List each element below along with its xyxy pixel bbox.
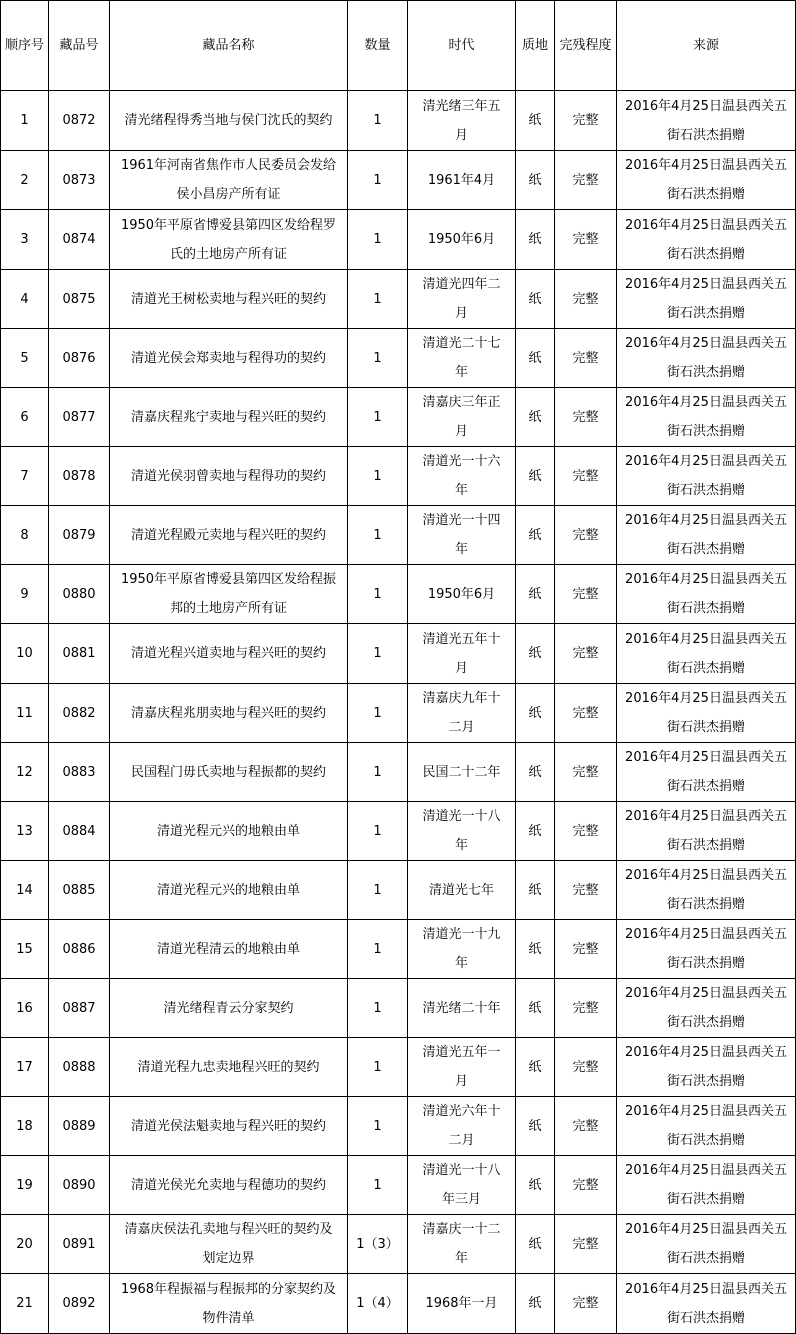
cell-id: 0878 xyxy=(49,447,110,506)
cell-era: 清嘉庆三年正月 xyxy=(408,388,516,447)
cell-era: 清道光五年十月 xyxy=(408,624,516,684)
table-row xyxy=(1,743,796,802)
cell-id: 0880 xyxy=(49,565,110,624)
cell-name: 清道光程九忠卖地程兴旺的契约 xyxy=(110,1038,348,1097)
cell-qty: 1 xyxy=(348,802,408,861)
table-row xyxy=(1,1215,796,1274)
cell-condition: 完整 xyxy=(555,684,617,743)
cell-era: 清道光二十七年 xyxy=(408,329,516,388)
cell-qty: 1 xyxy=(348,920,408,979)
table-row xyxy=(1,565,796,624)
cell-source: 2016年4月25日温县西关五街石洪杰捐赠 xyxy=(617,1097,796,1156)
table-row xyxy=(1,329,796,388)
cell-era: 1961年4月 xyxy=(408,151,516,210)
table-row xyxy=(1,210,796,270)
cell-material: 纸 xyxy=(516,388,555,447)
cell-name: 清道光程元兴的地粮由单 xyxy=(110,802,348,861)
header-qty: 数量 xyxy=(348,1,408,91)
table-body xyxy=(1,91,796,1334)
cell-name: 清道光程清云的地粮由单 xyxy=(110,920,348,979)
table-row xyxy=(1,920,796,979)
cell-seq: 21 xyxy=(1,1274,49,1334)
cell-era: 清光绪二十年 xyxy=(408,979,516,1038)
cell-qty: 1（4） xyxy=(348,1274,408,1334)
cell-name: 1950年平原省博爱县第四区发给程振邦的土地房产所有证 xyxy=(110,565,348,624)
cell-source: 2016年4月25日温县西关五街石洪杰捐赠 xyxy=(617,447,796,506)
cell-seq: 15 xyxy=(1,920,49,979)
cell-qty: 1 xyxy=(348,1038,408,1097)
cell-material: 纸 xyxy=(516,1215,555,1274)
cell-qty: 1 xyxy=(348,565,408,624)
header-row xyxy=(1,1,796,91)
cell-id: 0883 xyxy=(49,743,110,802)
table-row xyxy=(1,1097,796,1156)
cell-era: 1968年一月 xyxy=(408,1274,516,1334)
cell-seq: 10 xyxy=(1,624,49,684)
cell-name: 1961年河南省焦作市人民委员会发给侯小昌房产所有证 xyxy=(110,151,348,210)
cell-qty: 1 xyxy=(348,861,408,920)
cell-era: 清光绪三年五月 xyxy=(408,91,516,151)
table-row xyxy=(1,270,796,329)
cell-source: 2016年4月25日温县西关五街石洪杰捐赠 xyxy=(617,565,796,624)
cell-material: 纸 xyxy=(516,624,555,684)
cell-era: 清道光五年一月 xyxy=(408,1038,516,1097)
cell-id: 0889 xyxy=(49,1097,110,1156)
table-row xyxy=(1,447,796,506)
cell-source: 2016年4月25日温县西关五街石洪杰捐赠 xyxy=(617,91,796,151)
table-row xyxy=(1,1038,796,1097)
cell-condition: 完整 xyxy=(555,1156,617,1215)
cell-qty: 1 xyxy=(348,1156,408,1215)
cell-qty: 1 xyxy=(348,329,408,388)
cell-source: 2016年4月25日温县西关五街石洪杰捐赠 xyxy=(617,151,796,210)
cell-name: 1950年平原省博爱县第四区发给程罗氏的土地房产所有证 xyxy=(110,210,348,270)
cell-condition: 完整 xyxy=(555,1097,617,1156)
cell-condition: 完整 xyxy=(555,565,617,624)
cell-seq: 4 xyxy=(1,270,49,329)
cell-material: 纸 xyxy=(516,861,555,920)
cell-condition: 完整 xyxy=(555,210,617,270)
cell-source: 2016年4月25日温县西关五街石洪杰捐赠 xyxy=(617,329,796,388)
cell-condition: 完整 xyxy=(555,920,617,979)
cell-source: 2016年4月25日温县西关五街石洪杰捐赠 xyxy=(617,1215,796,1274)
header-condition: 完残程度 xyxy=(555,1,617,91)
cell-material: 纸 xyxy=(516,210,555,270)
cell-seq: 9 xyxy=(1,565,49,624)
cell-name: 1968年程振福与程振邦的分家契约及物件清单 xyxy=(110,1274,348,1334)
header-id: 藏品号 xyxy=(49,1,110,91)
cell-name: 清嘉庆程兆朋卖地与程兴旺的契约 xyxy=(110,684,348,743)
cell-source: 2016年4月25日温县西关五街石洪杰捐赠 xyxy=(617,684,796,743)
cell-id: 0882 xyxy=(49,684,110,743)
cell-condition: 完整 xyxy=(555,624,617,684)
cell-id: 0892 xyxy=(49,1274,110,1334)
cell-qty: 1 xyxy=(348,684,408,743)
cell-qty: 1 xyxy=(348,979,408,1038)
cell-material: 纸 xyxy=(516,91,555,151)
cell-name: 清道光侯光允卖地与程德功的契约 xyxy=(110,1156,348,1215)
cell-name: 清光绪程青云分家契约 xyxy=(110,979,348,1038)
cell-id: 0873 xyxy=(49,151,110,210)
cell-seq: 16 xyxy=(1,979,49,1038)
cell-condition: 完整 xyxy=(555,447,617,506)
cell-name: 清光绪程得秀当地与侯门沈氏的契约 xyxy=(110,91,348,151)
table-header xyxy=(1,1,796,91)
cell-seq: 14 xyxy=(1,861,49,920)
cell-material: 纸 xyxy=(516,920,555,979)
cell-qty: 1 xyxy=(348,506,408,565)
cell-source: 2016年4月25日温县西关五街石洪杰捐赠 xyxy=(617,1274,796,1334)
cell-condition: 完整 xyxy=(555,151,617,210)
cell-seq: 17 xyxy=(1,1038,49,1097)
cell-name: 清嘉庆侯法孔卖地与程兴旺的契约及划定边界 xyxy=(110,1215,348,1274)
cell-material: 纸 xyxy=(516,1038,555,1097)
cell-source: 2016年4月25日温县西关五街石洪杰捐赠 xyxy=(617,861,796,920)
cell-era: 清道光一十六年 xyxy=(408,447,516,506)
cell-qty: 1（3） xyxy=(348,1215,408,1274)
cell-qty: 1 xyxy=(348,210,408,270)
cell-source: 2016年4月25日温县西关五街石洪杰捐赠 xyxy=(617,210,796,270)
cell-seq: 2 xyxy=(1,151,49,210)
cell-name: 清道光侯会郑卖地与程得功的契约 xyxy=(110,329,348,388)
cell-seq: 7 xyxy=(1,447,49,506)
cell-seq: 13 xyxy=(1,802,49,861)
cell-name: 清道光程兴道卖地与程兴旺的契约 xyxy=(110,624,348,684)
cell-seq: 12 xyxy=(1,743,49,802)
cell-condition: 完整 xyxy=(555,388,617,447)
cell-qty: 1 xyxy=(348,743,408,802)
cell-material: 纸 xyxy=(516,565,555,624)
table-row xyxy=(1,624,796,684)
cell-source: 2016年4月25日温县西关五街石洪杰捐赠 xyxy=(617,802,796,861)
cell-condition: 完整 xyxy=(555,1038,617,1097)
table-row xyxy=(1,802,796,861)
cell-source: 2016年4月25日温县西关五街石洪杰捐赠 xyxy=(617,1156,796,1215)
table-row xyxy=(1,1274,796,1334)
cell-source: 2016年4月25日温县西关五街石洪杰捐赠 xyxy=(617,270,796,329)
cell-qty: 1 xyxy=(348,91,408,151)
header-era: 时代 xyxy=(408,1,516,91)
table-row xyxy=(1,684,796,743)
cell-id: 0877 xyxy=(49,388,110,447)
cell-source: 2016年4月25日温县西关五街石洪杰捐赠 xyxy=(617,743,796,802)
cell-condition: 完整 xyxy=(555,270,617,329)
cell-era: 清道光一十八年三月 xyxy=(408,1156,516,1215)
cell-era: 清道光一十九年 xyxy=(408,920,516,979)
cell-condition: 完整 xyxy=(555,329,617,388)
cell-era: 民国二十二年 xyxy=(408,743,516,802)
cell-id: 0885 xyxy=(49,861,110,920)
table-row xyxy=(1,506,796,565)
cell-condition: 完整 xyxy=(555,743,617,802)
cell-material: 纸 xyxy=(516,329,555,388)
cell-era: 清道光一十八年 xyxy=(408,802,516,861)
table-row xyxy=(1,388,796,447)
cell-material: 纸 xyxy=(516,1274,555,1334)
cell-name: 清道光侯法魁卖地与程兴旺的契约 xyxy=(110,1097,348,1156)
cell-material: 纸 xyxy=(516,1097,555,1156)
cell-material: 纸 xyxy=(516,151,555,210)
cell-id: 0884 xyxy=(49,802,110,861)
cell-material: 纸 xyxy=(516,684,555,743)
cell-qty: 1 xyxy=(348,624,408,684)
cell-id: 0879 xyxy=(49,506,110,565)
cell-id: 0874 xyxy=(49,210,110,270)
cell-material: 纸 xyxy=(516,506,555,565)
cell-source: 2016年4月25日温县西关五街石洪杰捐赠 xyxy=(617,1038,796,1097)
cell-material: 纸 xyxy=(516,979,555,1038)
cell-id: 0891 xyxy=(49,1215,110,1274)
cell-era: 清道光四年二月 xyxy=(408,270,516,329)
cell-qty: 1 xyxy=(348,388,408,447)
cell-condition: 完整 xyxy=(555,1215,617,1274)
cell-name: 清道光王树松卖地与程兴旺的契约 xyxy=(110,270,348,329)
cell-name: 民国程门毋氏卖地与程振都的契约 xyxy=(110,743,348,802)
cell-material: 纸 xyxy=(516,802,555,861)
cell-condition: 完整 xyxy=(555,861,617,920)
cell-id: 0875 xyxy=(49,270,110,329)
table-row xyxy=(1,91,796,151)
cell-era: 清嘉庆一十二年 xyxy=(408,1215,516,1274)
cell-seq: 1 xyxy=(1,91,49,151)
cell-id: 0886 xyxy=(49,920,110,979)
cell-material: 纸 xyxy=(516,447,555,506)
header-seq: 顺序号 xyxy=(1,1,49,91)
cell-name: 清嘉庆程兆宁卖地与程兴旺的契约 xyxy=(110,388,348,447)
cell-seq: 5 xyxy=(1,329,49,388)
table-row xyxy=(1,1156,796,1215)
cell-condition: 完整 xyxy=(555,1274,617,1334)
cell-seq: 8 xyxy=(1,506,49,565)
cell-source: 2016年4月25日温县西关五街石洪杰捐赠 xyxy=(617,920,796,979)
cell-id: 0888 xyxy=(49,1038,110,1097)
cell-qty: 1 xyxy=(348,151,408,210)
cell-source: 2016年4月25日温县西关五街石洪杰捐赠 xyxy=(617,506,796,565)
cell-condition: 完整 xyxy=(555,979,617,1038)
cell-condition: 完整 xyxy=(555,91,617,151)
cell-qty: 1 xyxy=(348,447,408,506)
cell-material: 纸 xyxy=(516,270,555,329)
cell-condition: 完整 xyxy=(555,506,617,565)
header-source: 来源 xyxy=(617,1,796,91)
cell-seq: 20 xyxy=(1,1215,49,1274)
cell-seq: 11 xyxy=(1,684,49,743)
header-name: 藏品名称 xyxy=(110,1,348,91)
cell-qty: 1 xyxy=(348,1097,408,1156)
cell-id: 0881 xyxy=(49,624,110,684)
table-row xyxy=(1,861,796,920)
cell-source: 2016年4月25日温县西关五街石洪杰捐赠 xyxy=(617,624,796,684)
cell-material: 纸 xyxy=(516,743,555,802)
cell-seq: 19 xyxy=(1,1156,49,1215)
cell-era: 1950年6月 xyxy=(408,210,516,270)
cell-era: 清嘉庆九年十二月 xyxy=(408,684,516,743)
cell-era: 1950年6月 xyxy=(408,565,516,624)
header-material: 质地 xyxy=(516,1,555,91)
cell-source: 2016年4月25日温县西关五街石洪杰捐赠 xyxy=(617,979,796,1038)
cell-source: 2016年4月25日温县西关五街石洪杰捐赠 xyxy=(617,388,796,447)
cell-seq: 3 xyxy=(1,210,49,270)
cell-qty: 1 xyxy=(348,270,408,329)
cell-id: 0876 xyxy=(49,329,110,388)
cell-id: 0872 xyxy=(49,91,110,151)
cell-seq: 6 xyxy=(1,388,49,447)
cell-material: 纸 xyxy=(516,1156,555,1215)
cell-seq: 18 xyxy=(1,1097,49,1156)
cell-id: 0887 xyxy=(49,979,110,1038)
cell-era: 清道光一十四年 xyxy=(408,506,516,565)
cell-era: 清道光六年十二月 xyxy=(408,1097,516,1156)
cell-name: 清道光侯羽曾卖地与程得功的契约 xyxy=(110,447,348,506)
table-row xyxy=(1,151,796,210)
table-row xyxy=(1,979,796,1038)
cell-id: 0890 xyxy=(49,1156,110,1215)
cell-name: 清道光程元兴的地粮由单 xyxy=(110,861,348,920)
cell-name: 清道光程殿元卖地与程兴旺的契约 xyxy=(110,506,348,565)
cell-era: 清道光七年 xyxy=(408,861,516,920)
cell-condition: 完整 xyxy=(555,802,617,861)
